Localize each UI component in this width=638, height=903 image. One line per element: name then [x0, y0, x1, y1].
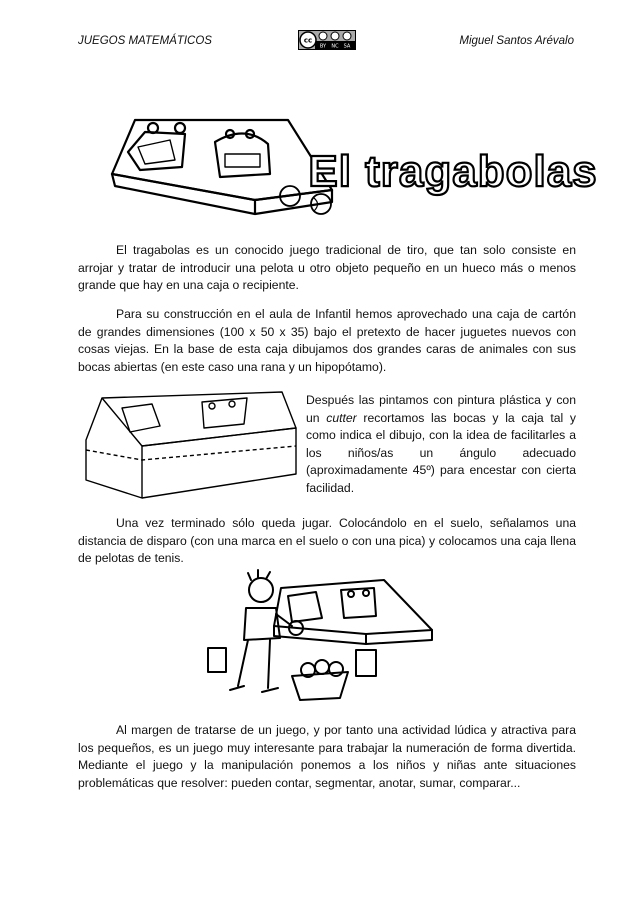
child-playing-illustration — [196, 568, 446, 706]
page-title — [308, 138, 598, 200]
header-right: Miguel Santos Arévalo — [459, 35, 574, 47]
svg-text:El tragabolas: El tragabolas — [308, 147, 598, 196]
cc-mark: cc — [303, 36, 313, 45]
paragraph-1: El tragabolas es un conocido juego tradicional de tiro, que tan solo consiste en arrojar y tratar de introducir una pelota u otro objeto pequeño en un hueco más o menos grande que hay en una caja o recipiente. — [78, 243, 576, 293]
paragraph-4: Una vez terminado sólo queda jugar. Colocándolo en el suelo, señalamos una distancia de disparo (con una marca en el suelo o con una pica) y colocamos una caja llena de pelotas de tenis. — [78, 516, 576, 566]
cutter-word: cutter — [326, 410, 357, 425]
paragraph-3: Después las pintamos con pintura plástica y con un cutter recortamos las bocas y la caja tal y como indica el dibujo, con la idea de facilitarles a los niños/as un ángulo adecuado (aproximadamente 45º) para encestar con cierta facilidad. — [306, 393, 576, 495]
tragabolas-box-illustration — [100, 112, 340, 222]
cc-by: BY — [319, 43, 327, 50]
paragraph-5: Al margen de tratarse de un juego, y por tanto una actividad lúdica y atractiva para los pequeños, es un juego muy interesante para trabajar la numeración de forma divertida. Mediante el juego y la manipulación ponemos a los niños y niñas ante situaciones problemáticas que resolver: pueden contar, segmentar, anotar, sumar, comparar... — [78, 723, 576, 790]
paragraph-2: Para su construcción en el aula de Infantil hemos aprovechado una caja de cartón de grandes dimensiones (100 x 50 x 35) bajo el pretexto de hacer juguetes nuevos con cosas viejas. En la base de esta caja dibujamos dos grandes caras de animales con sus bocas abiertas (en este caso una rana y un hipopótamo). — [78, 307, 576, 374]
cut-box-illustration — [82, 388, 304, 500]
cc-nc: NC — [331, 43, 339, 50]
header-left: JUEGOS MATEMÁTICOS — [78, 35, 212, 47]
cc-license-badge — [298, 30, 356, 50]
cc-sa: SA — [343, 43, 351, 50]
